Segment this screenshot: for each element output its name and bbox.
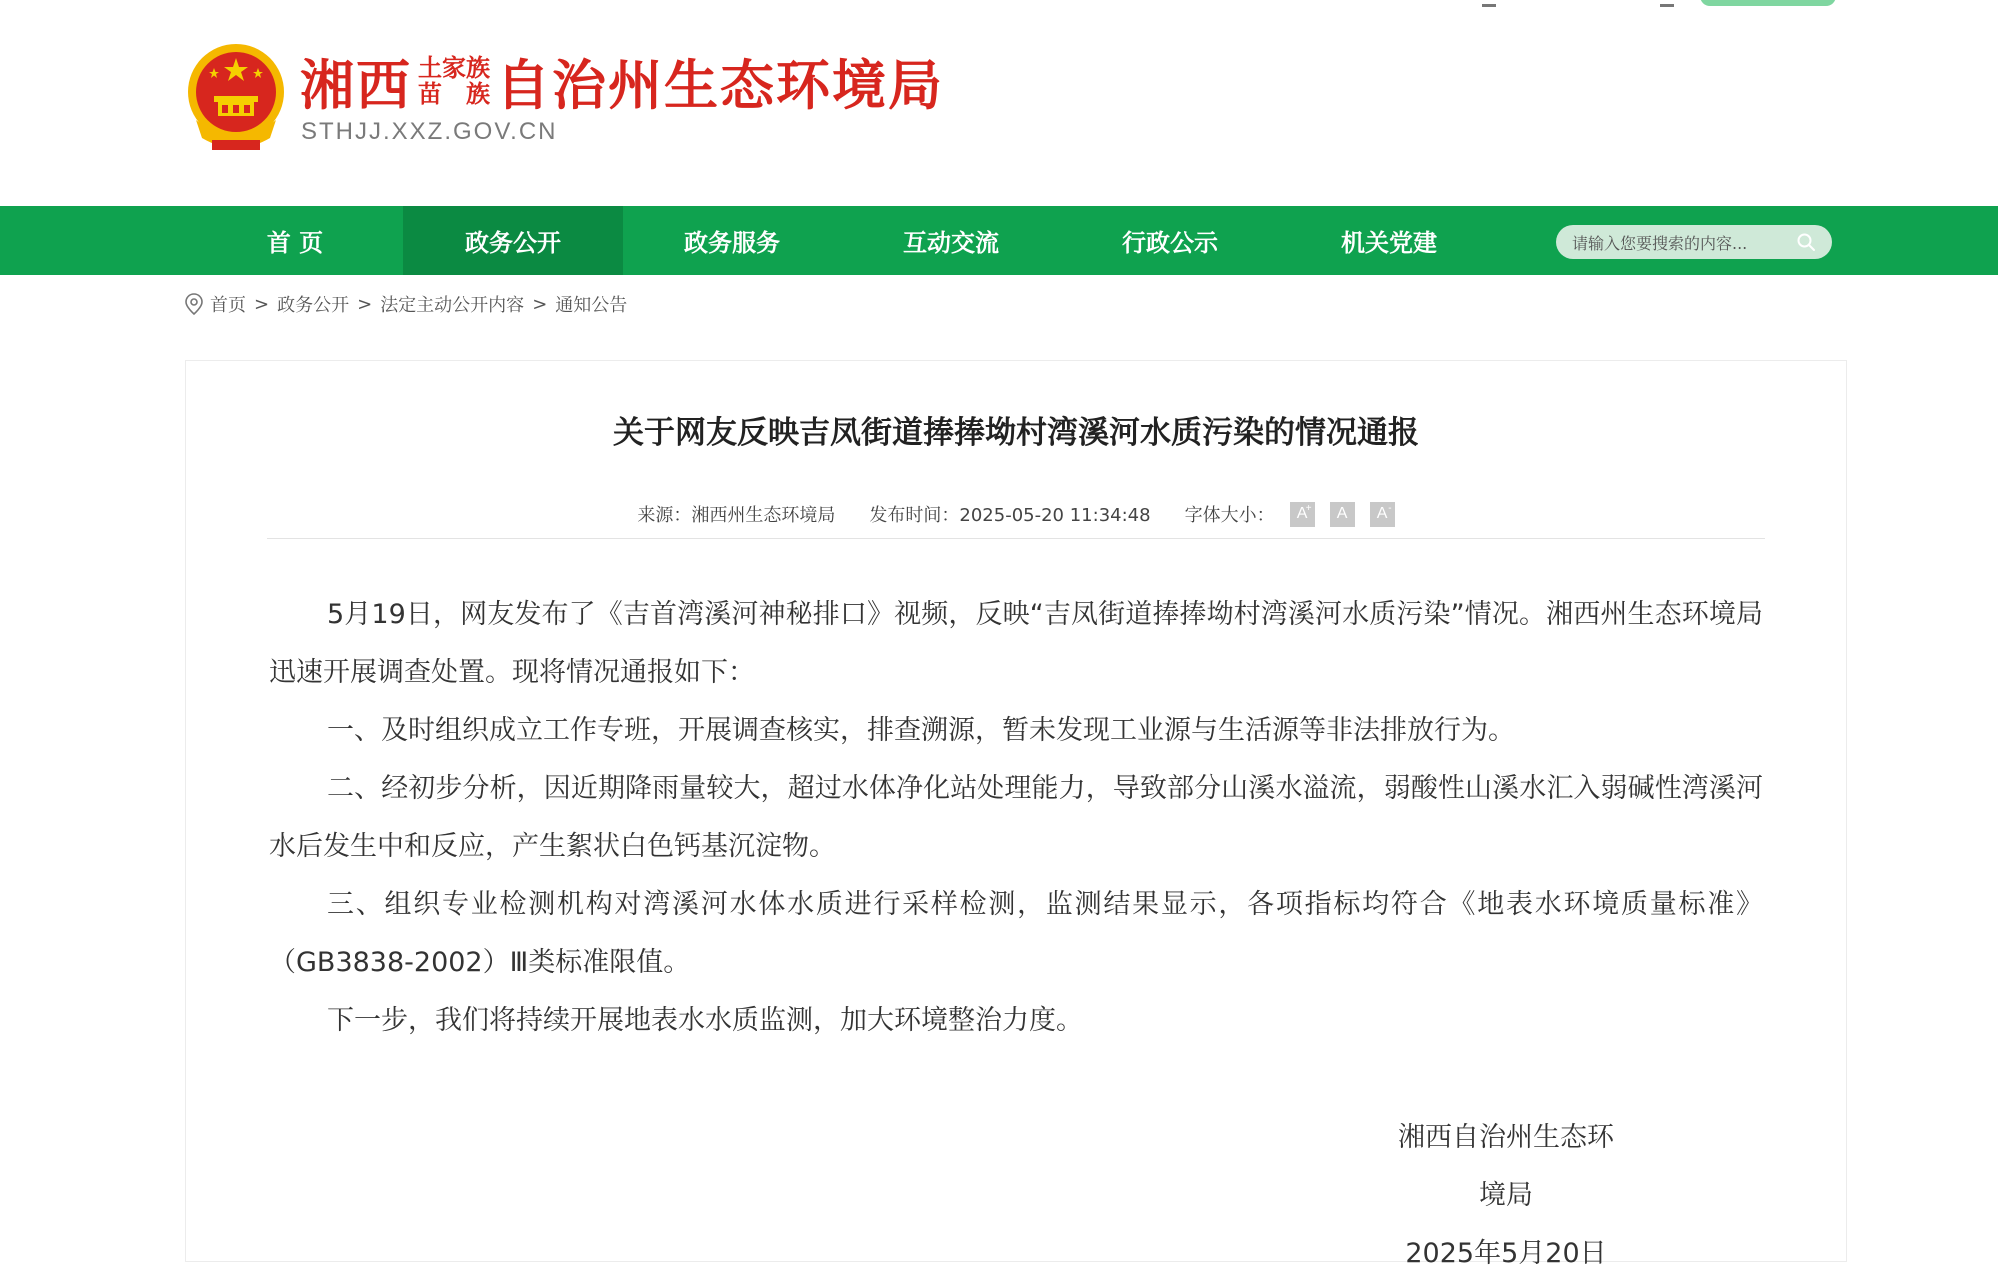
article-body [269,586,1763,1050]
search-input[interactable] [1570,225,1794,261]
breadcrumb-notices[interactable]: 通知公告 [555,295,628,316]
site-domain: STHJJ.XXZ.GOV.CN [301,118,558,145]
location-pin-icon [184,293,204,315]
meta-divider [267,538,1765,539]
nav-item-government-affairs[interactable]: 政务公开 [403,206,623,275]
breadcrumb-separator: > [254,293,270,315]
breadcrumb-government-affairs[interactable]: 政务公开 [277,295,350,316]
nav-item-government-services[interactable]: 政务服务 [684,229,780,257]
font-size-decrease-button[interactable]: A - [1370,502,1395,527]
nav-item-interaction[interactable]: 互动交流 [903,229,999,257]
site-name-stack-top: 土家族 [418,54,490,82]
site-name [300,46,944,116]
article-source: 来源：湘西州生态环境局 [637,505,836,526]
article-paragraph: 三、组织专业检测机构对湾溪河水体水质进行采样检测，监测结果显示，各项指标均符合《地表水环境质量标准》（GB3838-2002）Ⅲ类标准限值。 [269,889,1763,978]
article-publish-time: 发布时间：2025-05-20 11:34:48 [869,505,1151,526]
nav-item-party-building[interactable]: 机关党建 [1341,229,1437,257]
breadcrumb-statutory-content[interactable]: 法定主动公开内容 [380,295,525,316]
article-paragraph: 下一步，我们将持续开展地表水水质监测，加大环境整治力度。 [327,1005,1083,1036]
font-size-default-button[interactable]: A [1330,502,1355,527]
article-paragraph: 二、经初步分析，因近期降雨量较大，超过水体净化站处理能力，导致部分山溪水溢流，弱酸性山溪水汇入弱碱性湾溪河水后发生中和反应，产生絮状白色钙基沉淀物。 [269,773,1763,862]
article-panel [185,360,1847,1269]
article-meta [186,501,1846,527]
article-paragraph: 一、及时组织成立工作专班，开展调查核实，排查溯源，暂未发现工业源与生活源等非法排放行为。 [327,715,1515,746]
article-paragraph: 5月19日，网友发布了《吉首湾溪河神秘排口》视频，反映“吉凤街道捧捧坳村湾溪河水质污染”情况。湘西州生态环境局迅速开展调查处置。现将情况通报如下： [269,599,1763,688]
font-size-label: 字体大小： [1184,505,1275,526]
site-name-stack [418,55,490,107]
article-title: 关于网友反映吉凤街道捧捧坳村湾溪河水质污染的情况通报 [613,415,1419,451]
breadcrumb-home[interactable]: 首页 [210,295,246,316]
breadcrumb [184,292,627,316]
search-icon[interactable] [1796,232,1816,252]
breadcrumb-separator: > [357,293,373,315]
signature-org: 湘西自治州生态环境局 [1398,1122,1614,1211]
font-size-increase-button[interactable]: A + [1290,502,1315,527]
site-name-part2: 自治州生态环境局 [496,53,944,117]
search-box [1556,225,1832,259]
site-header [0,0,1998,206]
signature-date: 2025年5月20日 [1405,1238,1607,1269]
nav-item-home[interactable]: 首 页 [266,229,324,257]
site-name-part1: 湘西 [300,53,412,117]
main-nav [0,206,1998,275]
breadcrumb-separator: > [532,293,548,315]
nav-item-admin-notice[interactable]: 行政公示 [1122,229,1218,257]
national-emblem-logo[interactable] [184,42,288,152]
article-signature [1389,1109,1623,1283]
site-name-stack-bottom: 苗 族 [418,80,490,108]
